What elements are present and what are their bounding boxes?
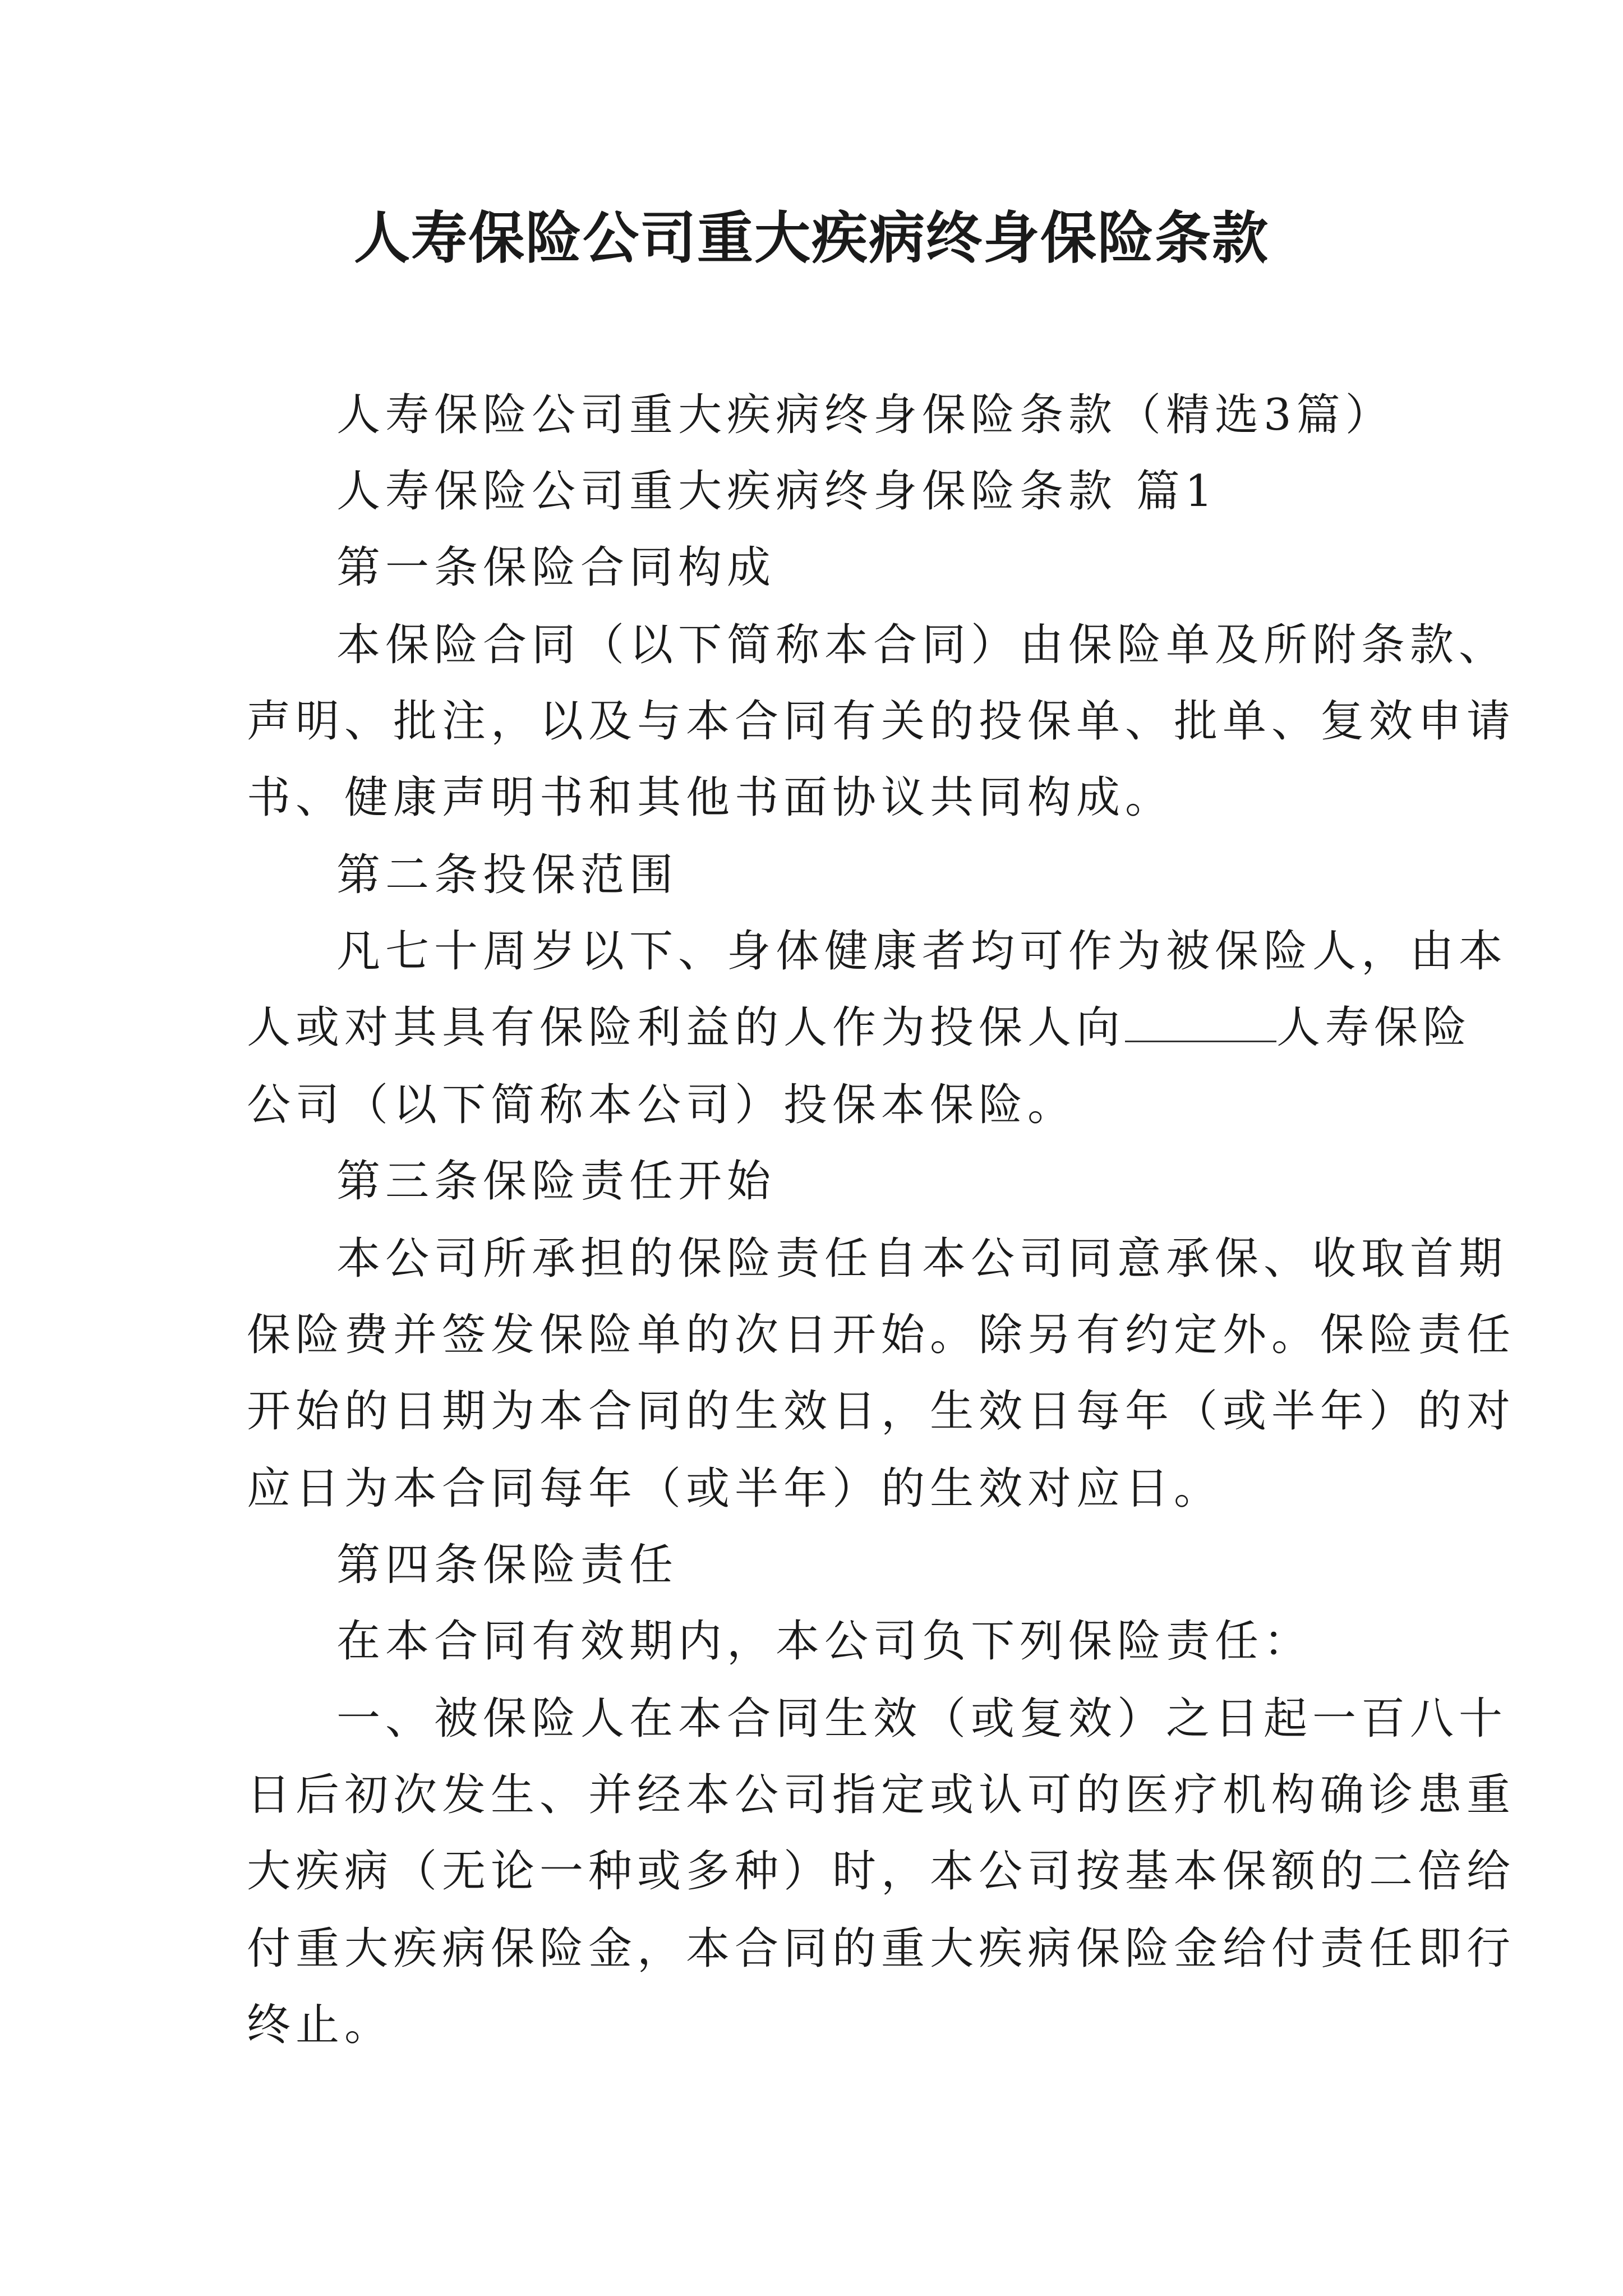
fill-in-blank <box>1125 1001 1276 1042</box>
paragraph-line: 公司（以下简称本公司）投保本保险。 <box>247 1080 1077 1130</box>
paragraph-line: 一、被保险人在本合同生效（或复效）之日起一百八十 <box>336 1694 1508 1744</box>
paragraph-line: 本公司所承担的保险责任自本公司同意承保、收取首期 <box>336 1234 1508 1284</box>
paragraph-segment: 人或对其具有保险利益的人作为投保人向 <box>247 1002 1126 1053</box>
paragraph-line: 书、健康声明书和其他书面协议共同构成。 <box>247 772 1174 823</box>
paragraph-line: 大疾病（无论一种或多种）时，本公司按基本保额的二倍给 <box>247 1846 1516 1897</box>
document-title: 人寿保险公司重大疾病终身保险条款 <box>354 205 1269 271</box>
paragraph-line: 本保险合同（以下简称本合同）由保险单及所附条款、 <box>336 620 1508 670</box>
paragraph-line <box>247 994 1472 1061</box>
paragraph-line: 开始的日期为本合同的生效日，生效日每年（或半年）的对 <box>247 1386 1516 1437</box>
paragraph-line: 应日为本合同每年（或半年）的生效对应日。 <box>247 1464 1223 1514</box>
paragraph-line: 在本合同有效期内，本公司负下列保险责任： <box>336 1616 1313 1667</box>
heading-selection: 人寿保险公司重大疾病终身保险条款（精选3篇） <box>336 390 1394 440</box>
article-1-heading: 第一条保险合同构成 <box>336 542 776 593</box>
heading-part-1: 人寿保险公司重大疾病终身保险条款 篇1 <box>336 466 1218 517</box>
paragraph-line: 声明、批注，以及与本合同有关的投保单、批单、复效申请 <box>247 696 1516 747</box>
paragraph-line: 付重大疾病保险金，本合同的重大疾病保险金给付责任即行 <box>247 1924 1516 1974</box>
paragraph-line: 凡七十周岁以下、身体健康者均可作为被保险人，由本 <box>336 926 1508 977</box>
paragraph-line: 保险费并签发保险单的次日开始。除另有约定外。保险责任 <box>247 1310 1516 1360</box>
paragraph-line: 日后初次发生、并经本公司指定或认可的医疗机构确诊患重 <box>247 1770 1516 1820</box>
article-2-heading: 第二条投保范围 <box>336 850 679 900</box>
article-4-heading: 第四条保险责任 <box>336 1540 679 1590</box>
article-3-heading: 第三条保险责任开始 <box>336 1156 776 1207</box>
paragraph-segment: 人寿保险 <box>1276 1002 1472 1053</box>
paragraph-line: 终止。 <box>247 2000 394 2050</box>
